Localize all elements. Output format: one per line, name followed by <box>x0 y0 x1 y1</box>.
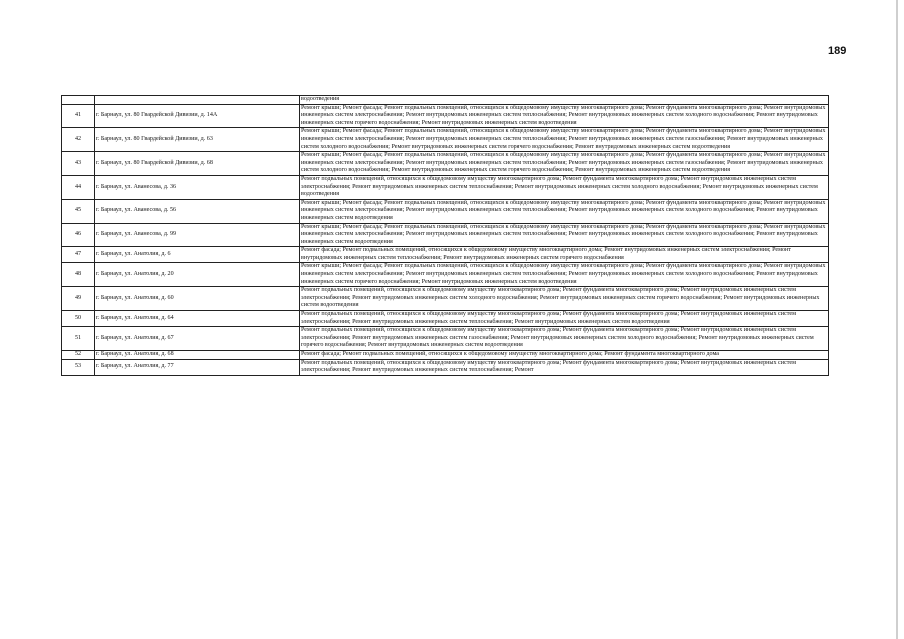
address-cell: г. Барнаул, ул. Анатолия, д. 6 <box>95 247 300 263</box>
works-cell: Ремонт крыши; Ремонт фасада; Ремонт подвальных помещений, относящихся к общедомовому имуществу многоквартирного дома; Ремонт фундамента многоквартирного дома; Ремонт внутридомовых инженерных систем электроснабжения; Ремонт внутридомовых инженерных систем теплоснабжения; Ремонт внутридомовых инженерных систем газоснабжения; Ремонт внутридомовых инженерных систем холодного водоснабжения; Ремонт внутридомовых инженерных систем горячего водоснабжения; Ремонт внутридомовых инженерных систем водоотведения <box>300 152 829 176</box>
row-number-cell: 41 <box>62 104 95 128</box>
works-cell: Ремонт фасада; Ремонт подвальных помещений, относящихся к общедомовому имуществу многоквартирного дома; Ремонт внутридомовых инженерных систем электроснабжения; Ремонт внутридомовых инженерных систем теплоснабжения; Ремонт внутридомовых инженерных систем горячего водоснабжения <box>300 247 829 263</box>
row-number-cell: 42 <box>62 128 95 152</box>
works-cell: Ремонт крыши; Ремонт фасада; Ремонт подвальных помещений, относящихся к общедомовому имуществу многоквартирного дома; Ремонт фундамента многоквартирного дома; Ремонт внутридомовых инженерных систем электроснабжения; Ремонт внутридомовых инженерных систем теплоснабжения; Ремонт внутридомовых инженерных систем холодного водоснабжения; Ремонт внутридомовых инженерных систем горячего водоснабжения; Ремонт внутридомовых инженерных систем водоотведения <box>300 263 829 287</box>
works-cell: Ремонт подвальных помещений, относящихся к общедомовому имуществу многоквартирного дома; Ремонт фундамента многоквартирного дома; Ремонт внутридомовых инженерных систем электроснабжения; Ремонт внутридомовых инженерных систем теплоснабжения; Ремонт <box>300 359 829 375</box>
row-number-cell: 52 <box>62 351 95 360</box>
works-cell: Ремонт подвальных помещений, относящихся к общедомовому имуществу многоквартирного дома; Ремонт фундамента многоквартирного дома; Ремонт внутридомовых инженерных систем электроснабжения; Ремонт внутридомовых инженерных систем холодного водоснабжения; Ремонт внутридомовых инженерных систем горячего водоснабжения; Ремонт внутридомовых инженерных систем водоотведения <box>300 287 829 311</box>
address-cell: г. Барнаул, ул. Анатолия, д. 20 <box>95 263 300 287</box>
works-cell: Ремонт крыши; Ремонт фасада; Ремонт подвальных помещений, относящихся к общедомовому имуществу многоквартирного дома; Ремонт фундамента многоквартирного дома; Ремонт внутридомовых инженерных систем электроснабжения; Ремонт внутридомовых инженерных систем теплоснабжения; Ремонт внутридомовых инженерных систем холодного водоснабжения; Ремонт внутридомовых инженерных систем водоотведения <box>300 223 829 247</box>
row-number-cell: 45 <box>62 199 95 223</box>
table-row <box>62 247 829 263</box>
table-row <box>62 223 829 247</box>
row-number-cell: 44 <box>62 175 95 199</box>
works-cell: Ремонт фасада; Ремонт подвальных помещений, относящихся к общедомовому имуществу многоквартирного дома; Ремонт фундамента многоквартирного дома <box>300 351 829 360</box>
table-row <box>62 128 829 152</box>
table-row <box>62 104 829 128</box>
address-cell: г. Барнаул, ул. 80 Гвардейской Дивизии, д. 14А <box>95 104 300 128</box>
works-cell: Ремонт подвальных помещений, относящихся к общедомовому имуществу многоквартирного дома; Ремонт фундамента многоквартирного дома; Ремонт внутридомовых инженерных систем электроснабжения; Ремонт внутридомовых инженерных систем теплоснабжения; Ремонт внутридомовых инженерных систем водоотведения <box>300 311 829 327</box>
row-number-cell: 47 <box>62 247 95 263</box>
table-row <box>62 359 829 375</box>
row-number-cell: 48 <box>62 263 95 287</box>
table-row <box>62 327 829 351</box>
address-cell: г. Барнаул, ул. 80 Гвардейской Дивизии, д. 68 <box>95 152 300 176</box>
table-row-continuation <box>62 96 829 105</box>
table-row <box>62 311 829 327</box>
page-number: 189 <box>828 45 847 57</box>
works-cell: Ремонт крыши; Ремонт фасада; Ремонт подвальных помещений, относящихся к общедомовому имуществу многоквартирного дома; Ремонт фундамента многоквартирного дома; Ремонт внутридомовых инженерных систем электроснабжения; Ремонт внутридомовых инженерных систем теплоснабжения; Ремонт внутридомовых инженерных систем газоснабжения; Ремонт внутридомовых инженерных систем холодного водоснабжения; Ремонт внутридомовых инженерных систем горячего водоснабжения; Ремонт внутридомовых инженерных систем водоотведения <box>300 128 829 152</box>
works-cell: Ремонт подвальных помещений, относящихся к общедомовому имуществу многоквартирного дома; Ремонт фундамента многоквартирного дома; Ремонт внутридомовых инженерных систем электроснабжения; Ремонт внутридомовых инженерных систем газоснабжения; Ремонт внутридомовых инженерных систем холодного водоснабжения; Ремонт внутридомовых инженерных систем горячего водоснабжения; Ремонт внутридомовых инженерных систем водоотведения <box>300 327 829 351</box>
address-cell: г. Барнаул, ул. Аванесова, д. 56 <box>95 199 300 223</box>
row-number-cell: 46 <box>62 223 95 247</box>
address-cell: г. Барнаул, ул. Анатолия, д. 68 <box>95 351 300 360</box>
row-number-cell: 51 <box>62 327 95 351</box>
address-cell: г. Барнаул, ул. Анатолия, д. 67 <box>95 327 300 351</box>
table-row <box>62 199 829 223</box>
table-row <box>62 351 829 360</box>
row-number-cell <box>62 96 95 105</box>
address-cell: г. Барнаул, ул. 80 Гвардейской Дивизии, д. 63 <box>95 128 300 152</box>
address-cell: г. Барнаул, ул. Анатолия, д. 60 <box>95 287 300 311</box>
table-row <box>62 263 829 287</box>
row-number-cell: 49 <box>62 287 95 311</box>
works-cell: водоотведения <box>300 96 829 105</box>
housing-repair-table <box>61 95 829 376</box>
address-cell: г. Барнаул, ул. Анатолия, д. 64 <box>95 311 300 327</box>
row-number-cell: 50 <box>62 311 95 327</box>
scan-edge <box>896 0 898 639</box>
table-row <box>62 152 829 176</box>
table-row <box>62 175 829 199</box>
address-cell: г. Барнаул, ул. Анатолия, д. 77 <box>95 359 300 375</box>
address-cell <box>95 96 300 105</box>
works-cell: Ремонт подвальных помещений, относящихся к общедомовому имуществу многоквартирного дома; Ремонт фундамента многоквартирного дома; Ремонт внутридомовых инженерных систем электроснабжения; Ремонт внутридомовых инженерных систем теплоснабжения; Ремонт внутридомовых инженерных систем холодного водоснабжения; Ремонт внутридомовых инженерных систем водоотведения <box>300 175 829 199</box>
works-cell: Ремонт крыши; Ремонт фасада; Ремонт подвальных помещений, относящихся к общедомовому имуществу многоквартирного дома; Ремонт фундамента многоквартирного дома; Ремонт внутридомовых инженерных систем электроснабжения; Ремонт внутридомовых инженерных систем теплоснабжения; Ремонт внутридомовых инженерных систем холодного водоснабжения; Ремонт внутридомовых инженерных систем водоотведения <box>300 199 829 223</box>
address-cell: г. Барнаул, ул. Аванесова, д. 99 <box>95 223 300 247</box>
row-number-cell: 43 <box>62 152 95 176</box>
table-row <box>62 287 829 311</box>
address-cell: г. Барнаул, ул. Аванесова, д. 36 <box>95 175 300 199</box>
works-cell: Ремонт крыши; Ремонт фасада; Ремонт подвальных помещений, относящихся к общедомовому имуществу многоквартирного дома; Ремонт фундамента многоквартирного дома; Ремонт внутридомовых инженерных систем электроснабжения; Ремонт внутридомовых инженерных систем теплоснабжения; Ремонт внутридомовых инженерных систем холодного водоснабжения; Ремонт внутридомовых инженерных систем горячего водоснабжения; Ремонт внутридомовых инженерных систем водоотведения <box>300 104 829 128</box>
row-number-cell: 53 <box>62 359 95 375</box>
